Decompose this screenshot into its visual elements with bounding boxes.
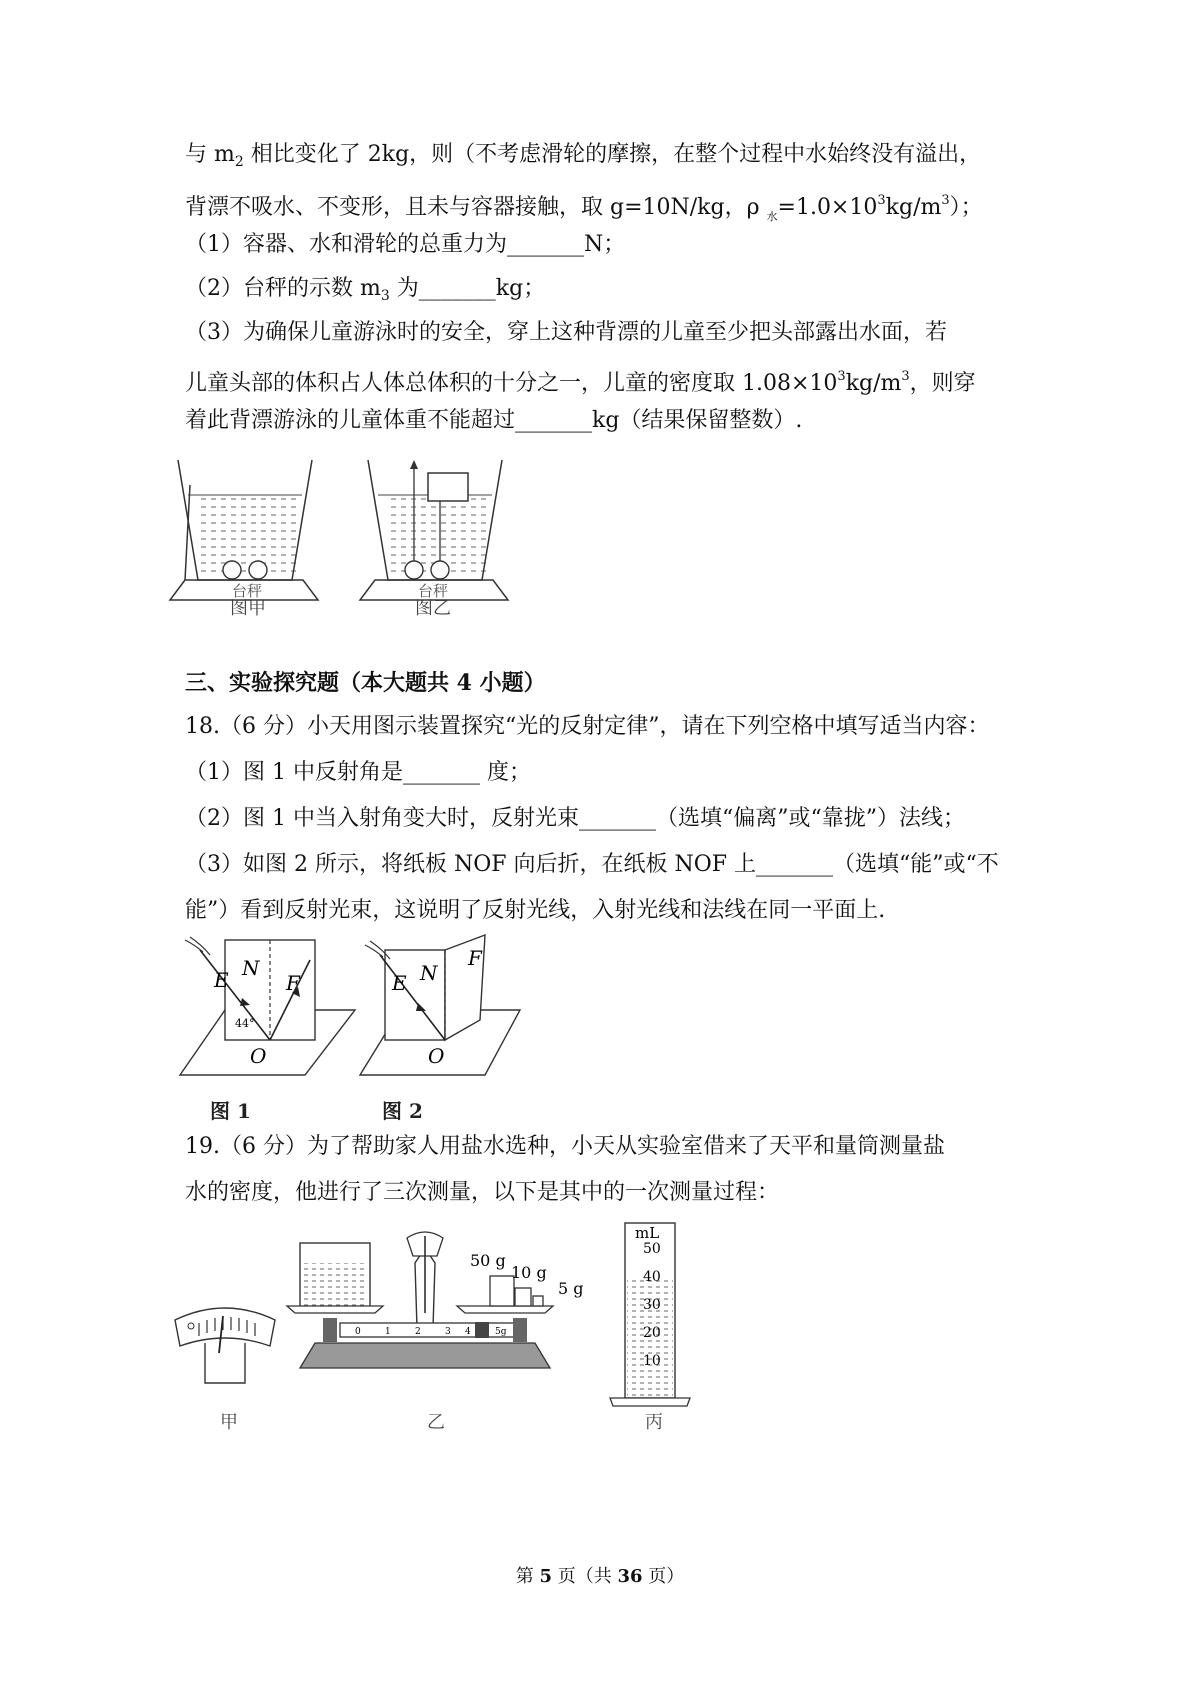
q19-line-2: 水的密度，他进行了三次测量，以下是其中的一次测量过程： xyxy=(185,1180,780,1205)
svg-text:2: 2 xyxy=(415,1327,421,1337)
q17-caption-a: 图甲 xyxy=(230,598,266,619)
q17-line1-sub: 2 xyxy=(234,154,244,170)
q18-stem: 18.（6 分）小天用图示装置探究“光的反射定律”，请在下列空格中填写适当内容： xyxy=(185,714,990,739)
label-O-2: O xyxy=(428,1044,445,1068)
q19-caption-b: 乙 xyxy=(427,1412,445,1433)
q18-part-1: （1）图 1 中反射角是_______ 度； xyxy=(185,760,531,785)
weight-10g xyxy=(515,1288,531,1306)
section-3-heading: 三、实验探究题（本大题共 4 小题） xyxy=(185,670,546,696)
q18-figure-reflection xyxy=(180,935,540,1105)
label-F-2: F xyxy=(468,946,482,970)
q18-caption-1: 图 1 xyxy=(210,1099,251,1123)
footer-pre: 第 xyxy=(515,1566,540,1587)
q17-part3-line2-a: 儿童头部的体积占人体总体积的十分之一，儿童的密度取 1.08×10 xyxy=(185,371,838,396)
pulley-a2 xyxy=(249,561,267,579)
weight-5g xyxy=(533,1296,543,1306)
balance xyxy=(287,1232,584,1368)
weight-label-10g: 10 g xyxy=(511,1263,547,1282)
q17-part-2 xyxy=(185,274,545,311)
q17-line1-post: 相比变化了 2kg，则（不考虑滑轮的摩擦，在整个过程中水始终没有溢出， xyxy=(243,142,982,167)
q17-part2-sub: 3 xyxy=(380,288,390,304)
q18-caption-2: 图 2 xyxy=(382,1099,423,1123)
container-a xyxy=(170,460,318,600)
q19-figure-balance xyxy=(175,1218,715,1433)
svg-text:3: 3 xyxy=(445,1327,451,1337)
page-footer xyxy=(0,1562,1200,1588)
q17-part-1: （1）容器、水和滑轮的总重力为_______N； xyxy=(185,232,626,257)
footer-mid: 页（共 xyxy=(552,1566,618,1587)
q17-line1-pre: 与 m xyxy=(185,142,235,167)
q17-part2-pre: （2）台秤的示数 m xyxy=(185,276,381,301)
svg-text:1: 1 xyxy=(385,1327,391,1337)
q17-line2-water-sub: 水 xyxy=(766,210,778,223)
measuring-cylinder xyxy=(610,1223,690,1406)
q17-line-2 xyxy=(185,186,983,232)
label-F-1: F xyxy=(286,971,300,995)
footer-post: 页） xyxy=(642,1566,685,1587)
q17-line2-a: 背漂不吸水、不变形，且未与容器接触，取 g=10N/kg，ρ xyxy=(185,195,767,220)
q18-part-3-line-1: （3）如图 2 所示，将纸板 NOF 向后折，在纸板 NOF 上_______（选填“能”或“不 xyxy=(185,852,999,877)
label-E-2: E xyxy=(392,971,407,995)
hand-icon xyxy=(185,937,210,955)
right-nut xyxy=(513,1318,527,1342)
label-N-1: N xyxy=(242,956,260,980)
scale-label-a: 台秤 xyxy=(232,582,263,600)
svg-text:40: 40 xyxy=(643,1269,661,1285)
scale-label-b: 台秤 xyxy=(418,582,449,600)
svg-text:20: 20 xyxy=(643,1325,661,1341)
q17-line2-d: ）； xyxy=(949,195,983,220)
container-b xyxy=(360,460,508,600)
svg-text:4: 4 xyxy=(465,1327,471,1337)
q17-line-1 xyxy=(185,140,981,177)
arrow-up-icon xyxy=(410,460,418,469)
q17-part-3-line-2 xyxy=(185,362,976,399)
weight-label-5g: 5 g xyxy=(558,1279,584,1298)
pointer-scale xyxy=(175,1308,275,1383)
svg-text:50: 50 xyxy=(643,1241,661,1257)
q17-caption-b: 图乙 xyxy=(415,598,451,619)
q18-part-2: （2）图 1 中当入射角变大时，反射光束_______（选填“偏离”或“靠拢”）法线； xyxy=(185,806,965,831)
q19-line-1: 19.（6 分）为了帮助家人用盐水选种，小天从实验室借来了天平和量筒测量盐 xyxy=(185,1134,945,1159)
pulley-b2 xyxy=(431,561,449,579)
footer-page-number: 5 xyxy=(539,1566,552,1587)
q17-part2-post: 为_______kg； xyxy=(389,276,546,301)
angle-label: 44° xyxy=(235,1017,255,1030)
q17-line2-sup1: 3 xyxy=(877,193,886,208)
pulley-b1 xyxy=(405,561,423,579)
rider xyxy=(475,1322,489,1338)
q17-line2-sup2: 3 xyxy=(941,193,950,208)
figure-1 xyxy=(180,937,355,1075)
left-nut xyxy=(323,1318,337,1342)
footer-total-pages: 36 xyxy=(617,1566,643,1587)
svg-text:10: 10 xyxy=(643,1353,661,1369)
q19-caption-a: 甲 xyxy=(220,1412,238,1433)
label-O-1: O xyxy=(250,1044,267,1068)
figure-2 xyxy=(360,935,520,1075)
weight-label-50g: 50 g xyxy=(470,1251,506,1270)
q19-caption-c: 丙 xyxy=(645,1412,663,1433)
svg-text:30: 30 xyxy=(643,1297,661,1313)
cyl-unit: mL xyxy=(635,1224,660,1242)
label-E-1: E xyxy=(214,968,229,992)
label-N-2: N xyxy=(420,961,438,985)
floating-block xyxy=(428,473,468,501)
q17-part-3-line-1: （3）为确保儿童游泳时的安全，穿上这种背漂的儿童至少把头部露出水面，若 xyxy=(185,320,947,345)
q17-part3-line2-c: ，则穿 xyxy=(909,371,976,396)
balance-base xyxy=(300,1343,550,1368)
pulley-a1 xyxy=(223,561,241,579)
q17-line2-c: kg/m xyxy=(885,195,942,220)
q17-part3-line2-sup2: 3 xyxy=(901,369,910,384)
q17-part3-line2-b: kg/m xyxy=(845,371,902,396)
q17-line2-b: =1.0×10 xyxy=(777,195,878,220)
q17-figure-containers xyxy=(170,455,550,615)
svg-text:0: 0 xyxy=(355,1327,361,1337)
svg-text:5g: 5g xyxy=(495,1327,507,1337)
q17-part-3-line-3: 着此背漂游泳的儿童体重不能超过_______kg（结果保留整数）. xyxy=(185,408,803,433)
q18-part-3-line-2: 能”）看到反射光束，这说明了反射光线，入射光线和法线在同一平面上. xyxy=(185,898,886,923)
q17-part3-line2-sup1: 3 xyxy=(837,369,846,384)
